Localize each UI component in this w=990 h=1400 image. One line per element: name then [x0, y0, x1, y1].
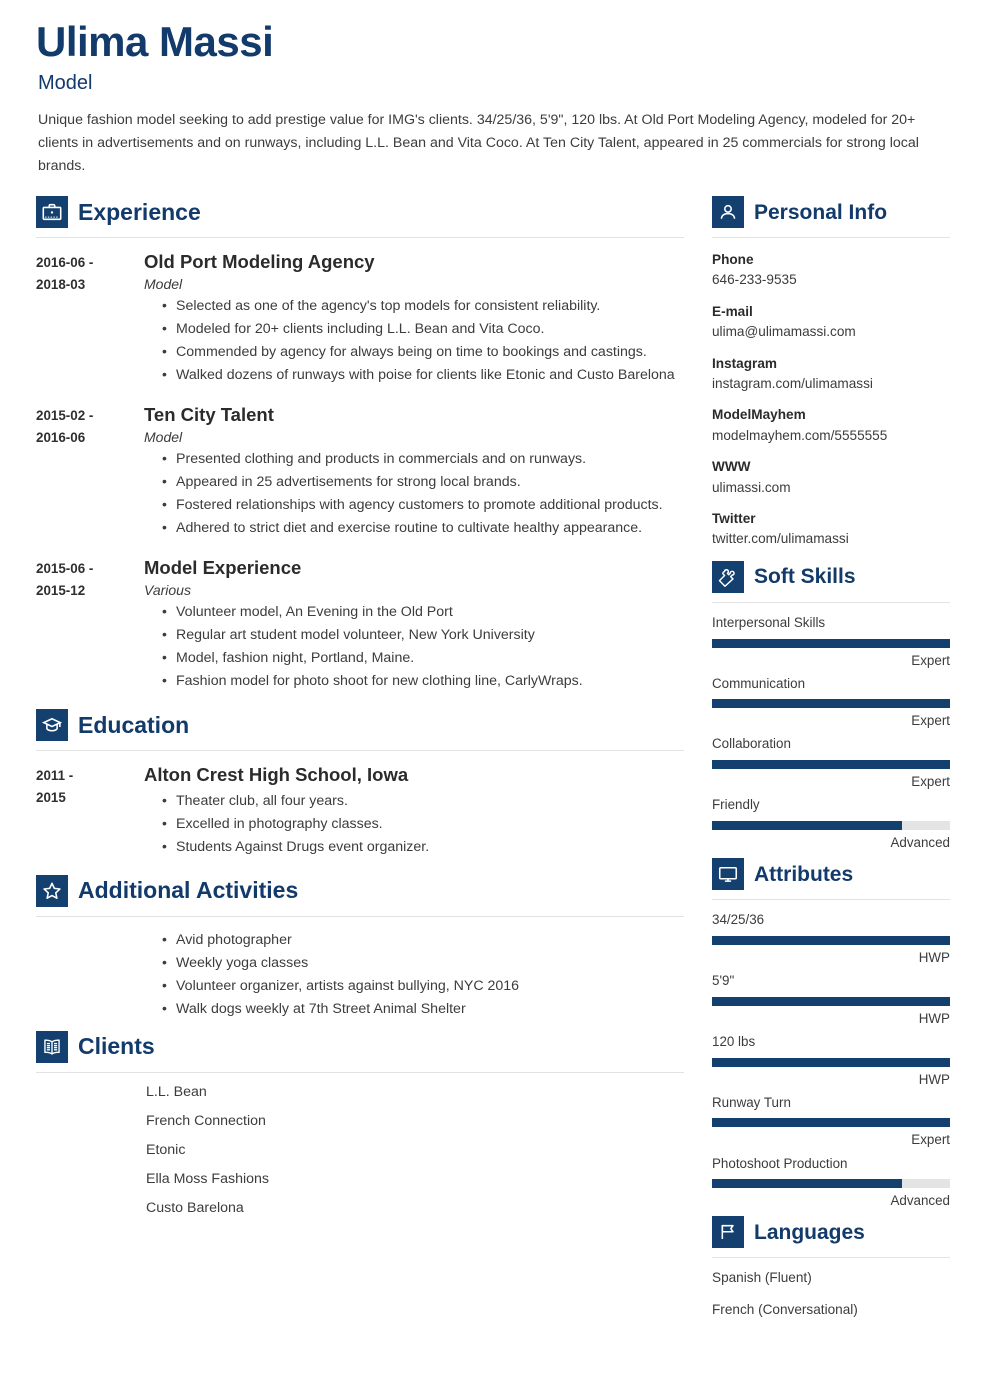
date-line: 2016-06 — [36, 429, 86, 445]
entry-dates — [36, 403, 144, 540]
section-title-experience: Experience — [78, 198, 201, 225]
section-header-personal-info — [712, 196, 950, 230]
list-item: French Connection — [146, 1112, 266, 1129]
briefcase-icon — [36, 196, 68, 228]
bullet-item: • Presented clothing and products in commercials and on runways. — [162, 448, 684, 471]
date-line: 2015 — [36, 790, 66, 806]
bullet-item: • Volunteer organizer, artists against bullying, NYC 2016 — [162, 975, 684, 998]
resume-body — [36, 196, 950, 1333]
attribute-level: Expert — [911, 1132, 950, 1148]
bullet-item: • Excelled in photography classes. — [162, 813, 684, 836]
attribute-bar-track — [712, 997, 950, 1006]
attribute-name: Runway Turn — [712, 1094, 791, 1110]
graduation-cap-icon — [36, 709, 68, 741]
contact-label: Instagram — [712, 355, 777, 371]
attribute-item — [712, 1034, 950, 1089]
entry-body — [144, 763, 684, 858]
activities-body — [36, 929, 684, 1021]
bullet-item: • Avid photographer — [162, 929, 684, 952]
bullet-item: • Volunteer model, An Evening in the Old Port — [162, 601, 684, 624]
skill-name: Interpersonal Skills — [712, 614, 826, 630]
divider — [712, 237, 950, 238]
entry-bullets — [144, 601, 684, 693]
contact-item-email — [712, 302, 950, 343]
contact-item-twitter — [712, 509, 950, 550]
left-column — [36, 196, 684, 1233]
attribute-level: HWP — [918, 949, 950, 965]
professional-summary: Unique fashion model seeking to add prestige value for IMG's clients. 34/25/36, 5'9", 120 lbs. At Old Port Modeling Agency, modeled for 20+ clients in advertisements and on runways, including L.L. Bean and Vita Coco. At Ten City Talent, appeared in 25 commercials for strong local brands. — [38, 112, 919, 175]
section-education — [36, 709, 684, 858]
skill-bar-track — [712, 639, 950, 648]
section-additional-activities — [36, 875, 684, 1021]
skill-item — [712, 797, 950, 852]
skill-bar-fill — [712, 760, 950, 769]
section-header-languages — [712, 1216, 950, 1250]
contact-value[interactable]: ulimassi.com — [712, 479, 791, 495]
skill-item — [712, 676, 950, 731]
person-icon — [712, 196, 744, 228]
bullet-item: • Students Against Drugs event organizer. — [162, 836, 684, 859]
date-line: 2015-02 - — [36, 408, 94, 424]
skill-bar-track — [712, 760, 950, 769]
monitor-icon — [712, 858, 744, 890]
flag-icon — [712, 1216, 744, 1248]
clients-list — [36, 1085, 684, 1231]
list-item: Etonic — [146, 1142, 186, 1158]
list-item: Custo Barelona — [146, 1200, 244, 1217]
page-title: Ulima Massi — [36, 18, 274, 65]
bullet-item: • Appeared in 25 advertisements for strong local brands. — [162, 471, 684, 494]
date-line: 2016-06 - — [36, 255, 94, 271]
contact-label: E-mail — [712, 303, 753, 319]
skill-bar-fill — [712, 821, 902, 830]
skill-bar-track — [712, 821, 950, 830]
section-experience — [36, 196, 684, 693]
attribute-item — [712, 1095, 950, 1150]
skill-level: Expert — [911, 713, 950, 729]
spacer — [36, 1023, 684, 1031]
right-column — [712, 196, 950, 1333]
contact-value[interactable]: modelmayhem.com/5555555 — [712, 427, 888, 443]
experience-entry — [36, 403, 684, 540]
section-personal-info — [712, 196, 950, 550]
skill-item — [712, 615, 950, 670]
puzzle-piece-icon — [712, 561, 744, 593]
divider — [712, 1257, 950, 1258]
attribute-bar-fill — [712, 1118, 950, 1127]
attribute-bar-fill — [712, 1058, 950, 1067]
section-header-soft-skills — [712, 561, 950, 595]
entry-bullets — [144, 448, 684, 540]
section-title-education: Education — [78, 711, 190, 738]
attribute-name: 5'9" — [712, 973, 735, 988]
contact-value[interactable]: ulima@ulimamassi.com — [712, 324, 856, 340]
language-item: French (Conversational) — [712, 1301, 858, 1317]
entry-body — [144, 556, 684, 693]
entry-body — [144, 250, 684, 387]
contact-value[interactable]: twitter.com/ulimamassi — [712, 531, 849, 547]
divider — [36, 237, 684, 238]
contact-value[interactable]: instagram.com/ulimamassi — [712, 376, 873, 392]
bullet-item: • Walk dogs weekly at 7th Street Animal Shelter — [162, 998, 684, 1021]
contact-item-phone — [712, 250, 950, 291]
entry-organization: Alton Crest High School, Iowa — [144, 764, 409, 786]
bullet-item: • Selected as one of the agency's top models for consistent reliability. — [162, 295, 684, 318]
open-book-icon — [36, 1031, 68, 1063]
entry-bullets — [144, 790, 684, 859]
attribute-name: 120 lbs — [712, 1033, 756, 1049]
skill-level: Advanced — [890, 835, 950, 851]
entry-dates — [36, 250, 144, 387]
section-header-experience — [36, 196, 684, 230]
bullet-item: • Regular art student model volunteer, New York University — [162, 624, 684, 647]
section-title-languages: Languages — [754, 1220, 865, 1244]
entry-role: Model — [144, 429, 183, 446]
bullet-item: • Theater club, all four years. — [162, 790, 684, 813]
resume-header — [36, 20, 950, 178]
entry-role: Various — [144, 582, 191, 599]
date-line: 2015-06 - — [36, 561, 94, 577]
bullet-item: • Commended by agency for always being on time to bookings and castings. — [162, 341, 684, 364]
contact-label: Twitter — [712, 511, 756, 526]
attribute-level: Advanced — [890, 1193, 950, 1209]
bullet-item: • Fostered relationships with agency customers to promote additional products. — [162, 494, 684, 517]
section-header-attributes — [712, 858, 950, 892]
skill-level: Expert — [911, 652, 950, 668]
section-header-clients — [36, 1031, 684, 1065]
date-line: 2018-03 — [36, 276, 86, 292]
attribute-bar-fill — [712, 936, 950, 945]
entry-role: Model — [144, 276, 183, 293]
entry-organization: Old Port Modeling Agency — [144, 251, 375, 273]
section-title-soft-skills: Soft Skills — [754, 565, 856, 589]
attribute-name: 34/25/36 — [712, 912, 765, 928]
date-line: 2015-12 — [36, 583, 86, 599]
bullet-item: • Model, fashion night, Portland, Maine. — [162, 647, 684, 670]
attribute-bar-fill — [712, 997, 950, 1006]
entry-body — [144, 403, 684, 540]
divider — [712, 899, 950, 900]
skill-bar-fill — [712, 639, 950, 648]
entry-bullets — [144, 295, 684, 387]
divider — [712, 602, 950, 603]
bullet-item: • Adhered to strict diet and exercise routine to cultivate healthy appearance. — [162, 517, 684, 540]
list-item: Ella Moss Fashions — [146, 1171, 270, 1188]
section-title-clients: Clients — [78, 1033, 155, 1060]
attribute-item — [712, 912, 950, 967]
skill-bar-track — [712, 699, 950, 708]
section-title-personal-info: Personal Info — [754, 200, 888, 224]
bullet-item: • Walked dozens of runways with poise for clients like Etonic and Custo Barelona — [162, 364, 684, 387]
experience-entry — [36, 250, 684, 387]
job-title: Model — [38, 72, 93, 95]
language-item: Spanish (Fluent) — [712, 1270, 812, 1286]
attribute-bar-track — [712, 1179, 950, 1188]
attribute-item — [712, 973, 950, 1028]
attribute-item — [712, 1156, 950, 1211]
contact-value[interactable]: 646-233-9535 — [712, 272, 797, 288]
entry-dates — [36, 763, 144, 858]
attribute-bar-track — [712, 1058, 950, 1067]
star-icon — [36, 875, 68, 907]
bullet-item: • Weekly yoga classes — [162, 952, 684, 975]
activities-bullets — [144, 929, 684, 1021]
entry-organization: Model Experience — [144, 557, 302, 579]
section-attributes — [712, 858, 950, 1210]
skill-name: Friendly — [712, 797, 760, 813]
list-item: L.L. Bean — [146, 1083, 207, 1100]
section-header-additional-activities — [36, 875, 684, 909]
section-soft-skills — [712, 561, 950, 852]
attribute-bar-track — [712, 1118, 950, 1127]
divider — [36, 750, 684, 751]
skill-level: Expert — [911, 774, 950, 790]
attribute-level: HWP — [918, 1010, 950, 1026]
experience-entry — [36, 556, 684, 693]
bullet-item: • Modeled for 20+ clients including L.L. Bean and Vita Coco. — [162, 318, 684, 341]
contact-label: ModelMayhem — [712, 407, 806, 423]
skill-item — [712, 736, 950, 791]
skill-bar-fill — [712, 699, 950, 708]
date-line: 2011 - — [36, 768, 74, 784]
contact-item-instagram — [712, 354, 950, 395]
attribute-name: Photoshoot Production — [712, 1155, 848, 1171]
bullet-item: • Fashion model for photo shoot for new clothing line, CarlyWraps. — [162, 670, 684, 693]
divider — [36, 916, 684, 917]
attribute-level: HWP — [918, 1071, 950, 1087]
attribute-bar-track — [712, 936, 950, 945]
entry-organization: Ten City Talent — [144, 404, 274, 426]
contact-item-modelmayhem — [712, 405, 950, 446]
section-title-additional-activities: Additional Activities — [78, 877, 299, 904]
skill-name: Communication — [712, 675, 806, 691]
divider — [36, 1072, 684, 1073]
education-entry — [36, 763, 684, 858]
entry-dates — [36, 556, 144, 693]
contact-label: WWW — [712, 459, 751, 475]
section-title-attributes: Attributes — [754, 862, 854, 886]
contact-label: Phone — [712, 252, 754, 268]
section-header-education — [36, 709, 684, 743]
contact-item-www — [712, 457, 950, 498]
skill-name: Collaboration — [712, 736, 791, 752]
attribute-bar-fill — [712, 1179, 902, 1188]
section-clients — [36, 1031, 684, 1231]
section-languages — [712, 1216, 950, 1318]
